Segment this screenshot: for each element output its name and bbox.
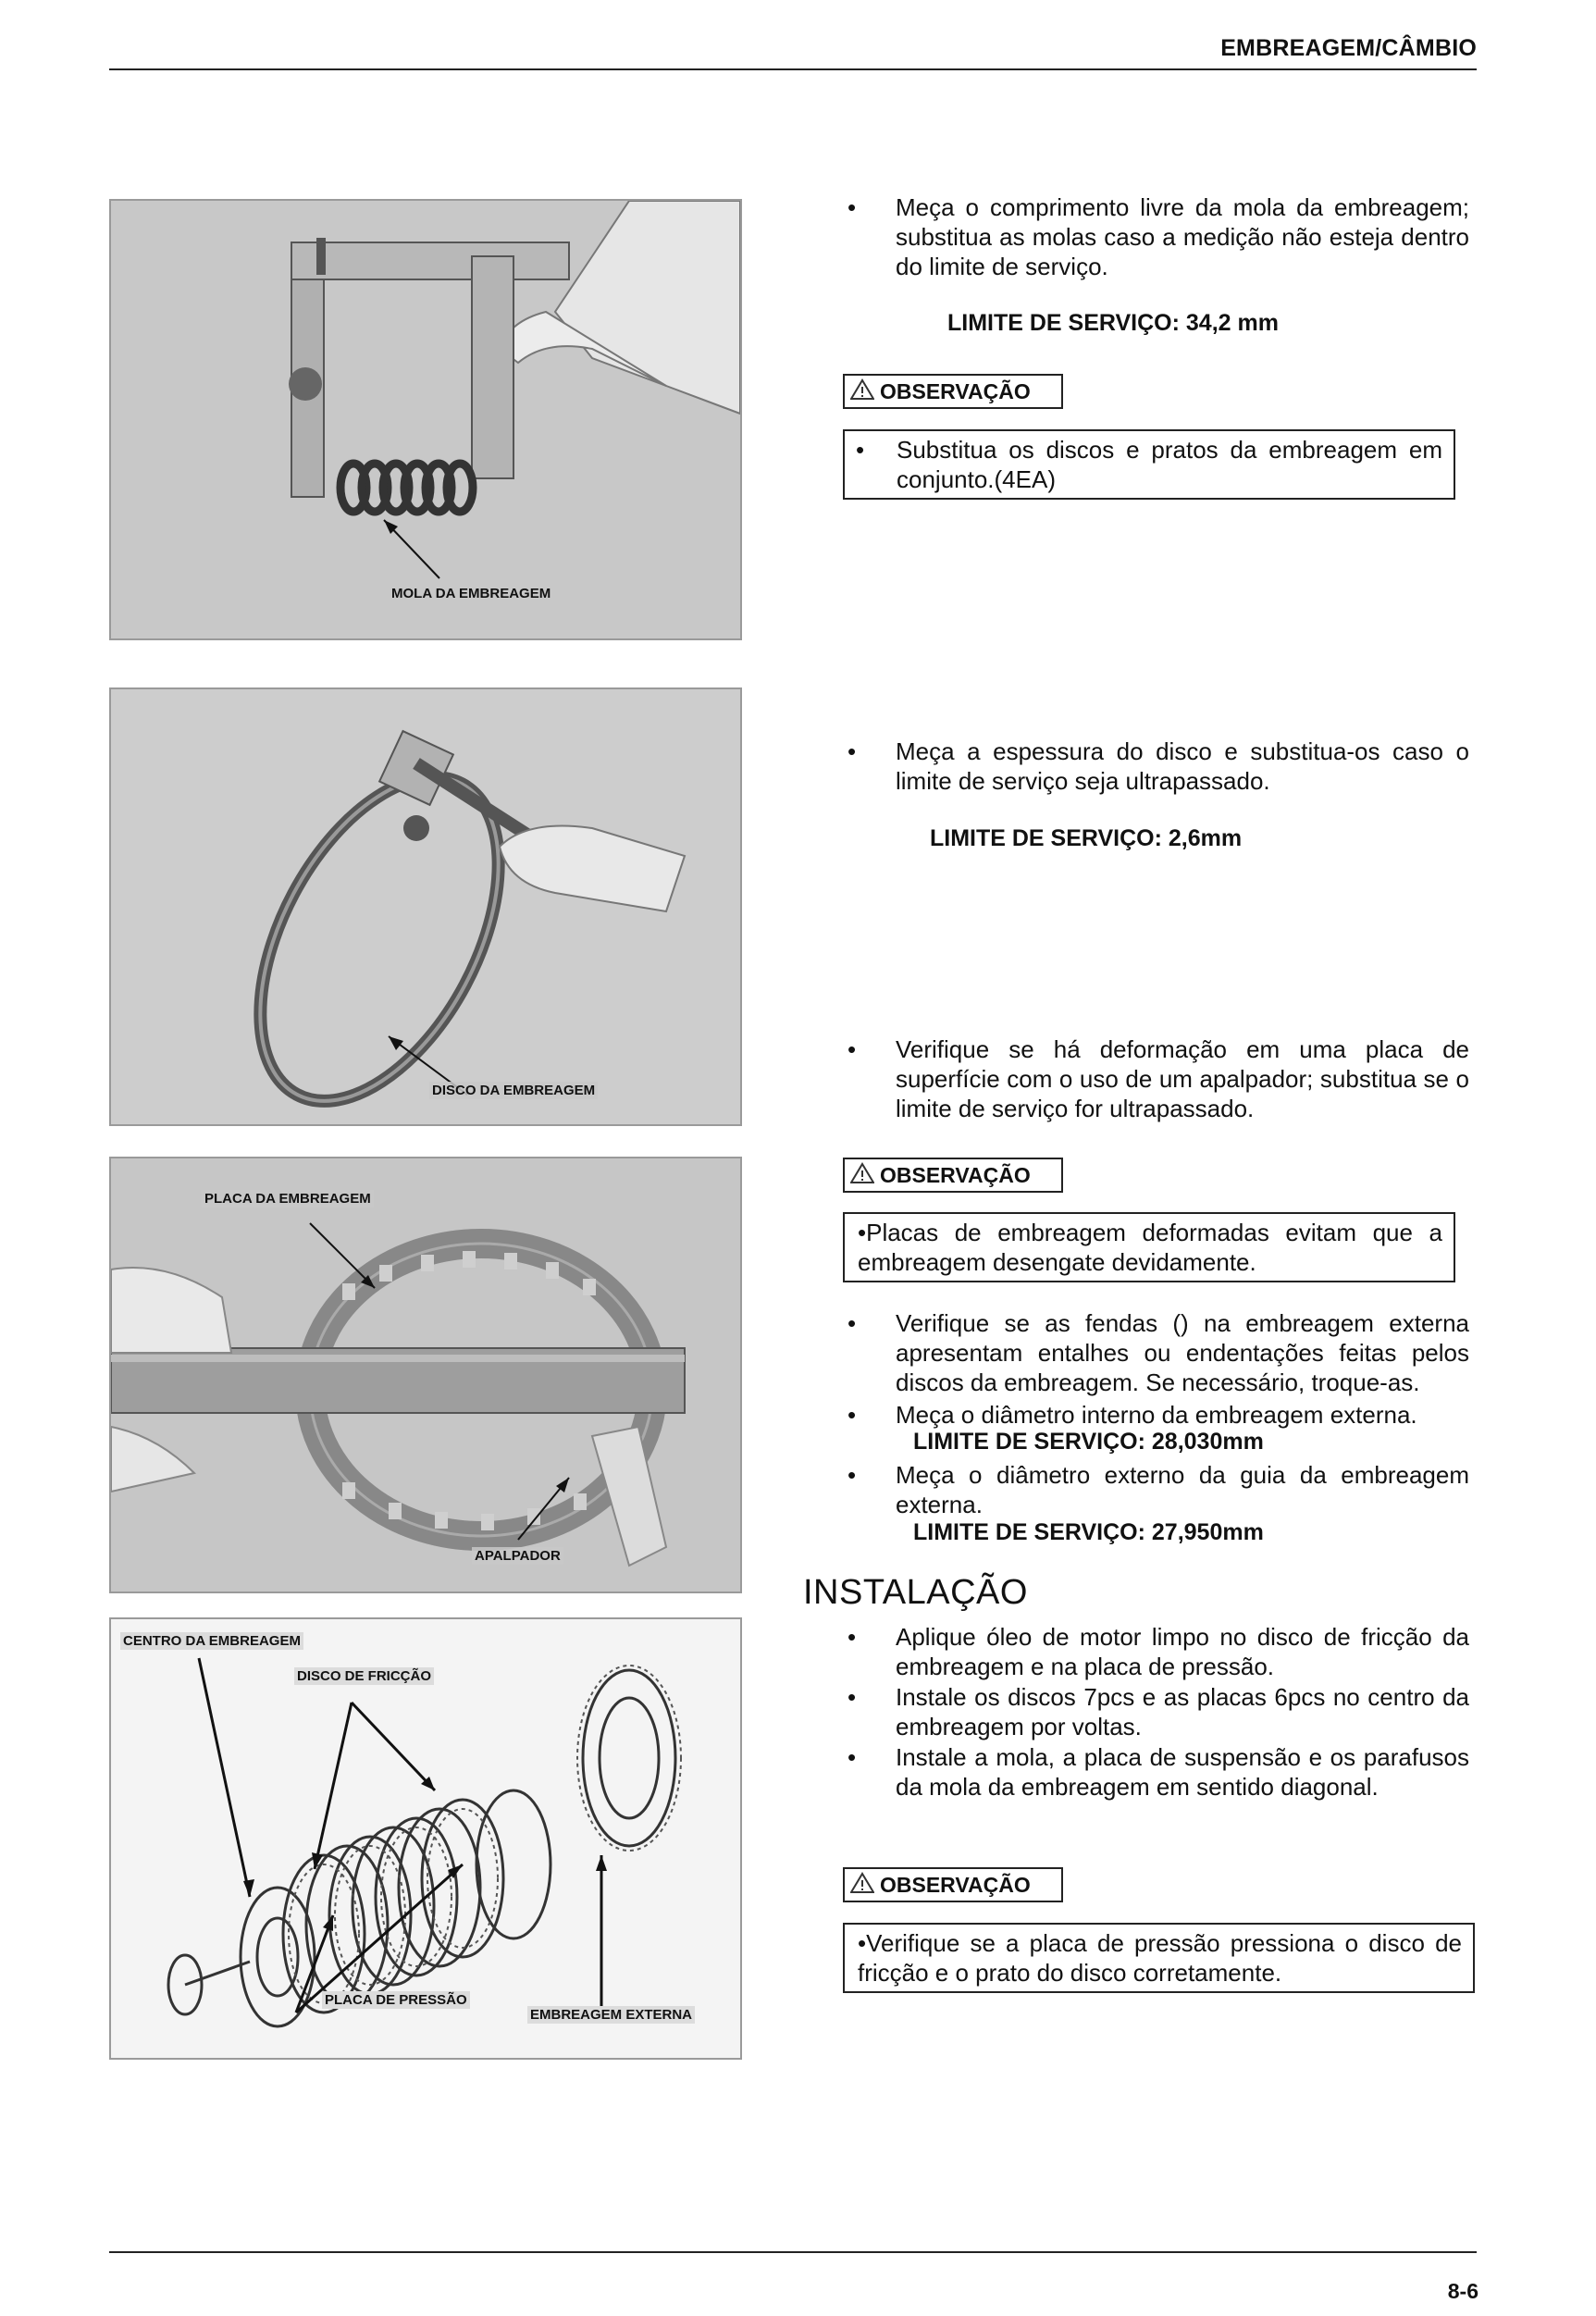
instruction-apply-oil: • Aplique óleo de motor limpo no disco de fricção da embreagem e na placa de pressão. xyxy=(847,1623,1469,1680)
service-limit-guide-diameter: LIMITE DE SERVIÇO: 27,950mm xyxy=(913,1519,1264,1545)
disc-caliper-illustration xyxy=(111,689,740,1124)
instruction-spring-length: • Meça o comprimento livre da mola da embreagem; substitua as molas caso a medição não esteja dentro do limite de serviço. xyxy=(847,193,1469,280)
bullet-marker: • xyxy=(847,1623,857,1651)
clutch-center-label: CENTRO DA EMBREAGEM xyxy=(120,1632,303,1650)
instruction-plate-warpage: • Verifique se há deformação em uma placa de superfície com o uso de um apalpador; substitua se o limite de serviço for ultrapassado. xyxy=(847,1035,1469,1122)
instruction-install-discs: • Instale os discos 7pcs e as placas 6pcs no centro da embreagem por voltas. xyxy=(847,1683,1469,1740)
bullet-marker: • xyxy=(847,1743,857,1771)
header-divider xyxy=(109,68,1477,70)
instruction-install-spring: • Instale a mola, a placa de suspensão e os parafusos da mola da embreagem em sentido diagonal. xyxy=(847,1743,1469,1801)
feeler-gauge-label: APALPADOR xyxy=(472,1547,563,1565)
clutch-outer-label: EMBREAGEM EXTERNA xyxy=(527,2006,695,2024)
instruction-outer-inner-diameter: • Meça o diâmetro interno da embreagem externa. xyxy=(847,1401,1417,1429)
spring-measurement-photo xyxy=(109,199,742,640)
service-limit-spring: LIMITE DE SERVIÇO: 34,2 mm xyxy=(947,310,1279,336)
note-check-pressure-plate: •Verifique se a placa de pressão pressiona o disco de fricção e o prato do disco corretamente. xyxy=(843,1923,1475,1993)
service-limit-inner-diameter: LIMITE DE SERVIÇO: 28,030mm xyxy=(913,1429,1264,1455)
observation-label-2: OBSERVAÇÃO xyxy=(843,1158,1063,1193)
pressure-plate-label: PLACA DE PRESSÃO xyxy=(322,1991,470,2009)
warning-icon xyxy=(850,378,874,409)
section-title-installation: INSTALAÇÃO xyxy=(803,1573,1028,1612)
bullet-marker: • xyxy=(847,1683,857,1711)
plate-label: PLACA DA EMBREAGEM xyxy=(202,1190,374,1208)
disc-label: DISCO DA EMBREAGEM xyxy=(429,1082,598,1099)
clutch-assembly-diagram xyxy=(109,1617,742,2060)
instruction-outer-slots: • Verifique se as fendas () na embreagem externa apresentam entalhes ou endentações feitas pelos discos da embreagem. Se necessário, troque-as. xyxy=(847,1309,1469,1396)
warning-icon xyxy=(850,1871,874,1902)
page-header-title: EMBREAGEM/CÂMBIO xyxy=(1220,35,1477,61)
observation-label-1: OBSERVAÇÃO xyxy=(843,374,1063,409)
bullet-marker: • xyxy=(856,436,865,464)
instruction-disc-thickness: • Meça a espessura do disco e substitua-os caso o limite de serviço seja ultrapassado. xyxy=(847,737,1469,795)
caliper-spring-illustration xyxy=(111,201,740,638)
bullet-marker: • xyxy=(847,1035,857,1063)
note-warped-plates: •Placas de embreagem deformadas evitam que a embreagem desengate devidamente. xyxy=(843,1212,1455,1282)
observation-label-3: OBSERVAÇÃO xyxy=(843,1867,1063,1902)
spring-label: MOLA DA EMBREAGEM xyxy=(389,585,553,602)
instruction-guide-outer-diameter: • Meça o diâmetro externo da guia da embreagem externa. xyxy=(847,1461,1469,1518)
service-limit-disc: LIMITE DE SERVIÇO: 2,6mm xyxy=(930,825,1243,851)
page-number: 8-6 xyxy=(1447,2279,1478,2303)
warning-icon xyxy=(850,1161,874,1193)
bullet-marker: • xyxy=(847,1309,857,1337)
bullet-marker: • xyxy=(847,193,857,221)
bullet-marker: • xyxy=(847,1401,857,1429)
bullet-marker: • xyxy=(847,1461,857,1489)
friction-disc-label: DISCO DE FRICÇÃO xyxy=(294,1667,434,1685)
footer-divider xyxy=(109,2251,1477,2253)
bullet-marker: • xyxy=(847,737,857,765)
plate-warpage-photo xyxy=(109,1157,742,1593)
disc-measurement-photo xyxy=(109,687,742,1126)
note-replace-discs: • Substitua os discos e pratos da embreagem em conjunto.(4EA) xyxy=(843,429,1455,500)
plate-feeler-illustration xyxy=(111,1158,740,1591)
